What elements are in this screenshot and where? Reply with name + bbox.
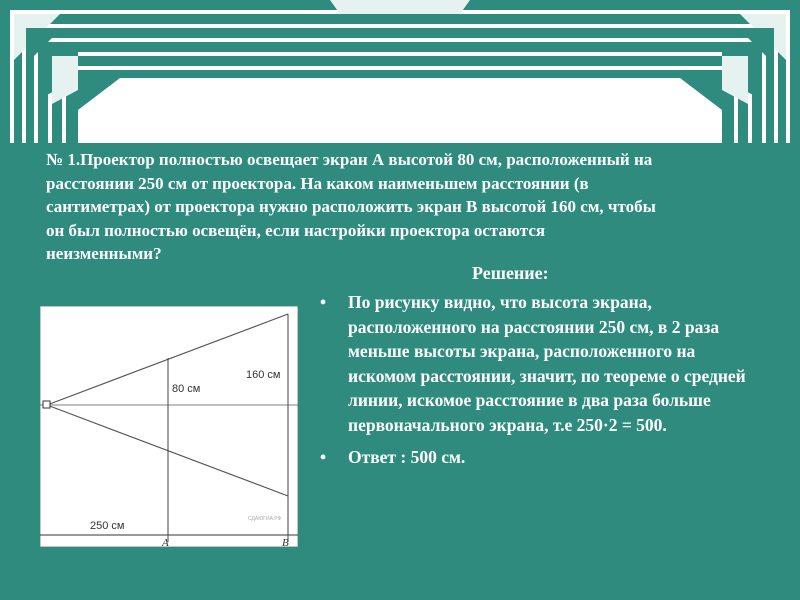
problem-line: № 1.Проектор полностью освещает экран А высотой 80 см, расположенный на [46, 150, 653, 169]
list-item [318, 445, 758, 470]
problem-line: сантиметрах) от проектора нужно расположить экран В высотой 160 см, чтобы [46, 197, 656, 216]
answer-text: Ответ : 500 см. [348, 447, 466, 467]
problem-line: расстоянии 250 см от проектора. На каком наименьшем расстоянии (в [46, 173, 589, 193]
solution-list [318, 290, 758, 478]
problem-line: он был полностью освещён, если настройки проектора остаются [46, 220, 546, 240]
label-80: 80 см [172, 383, 201, 395]
label-a: A [162, 537, 169, 547]
label-b: B [282, 537, 289, 547]
label-250: 250 см [90, 520, 125, 532]
projector-icon [43, 401, 50, 408]
solution-heading: Решение: [472, 263, 549, 283]
solution-text: По рисунку видно, что высота экрана, расположенного на расстоянии 250 см, в 2 раза меньше высоты экрана, расположенного на искомом расстоянии, значит, по теореме о средней линии, искомое расстояние в два раза больше первоначального экрана, т.е 250·2 = 500. [348, 292, 746, 435]
problem-line: неизменными? [46, 244, 162, 263]
watermark: СДАЮГИА.РФ [248, 516, 282, 522]
projector-diagram [40, 306, 298, 547]
list-item [318, 290, 758, 437]
bullet: • [320, 447, 327, 467]
bullet: • [320, 292, 327, 312]
problem-statement [46, 148, 766, 266]
label-160: 160 см [246, 369, 281, 381]
